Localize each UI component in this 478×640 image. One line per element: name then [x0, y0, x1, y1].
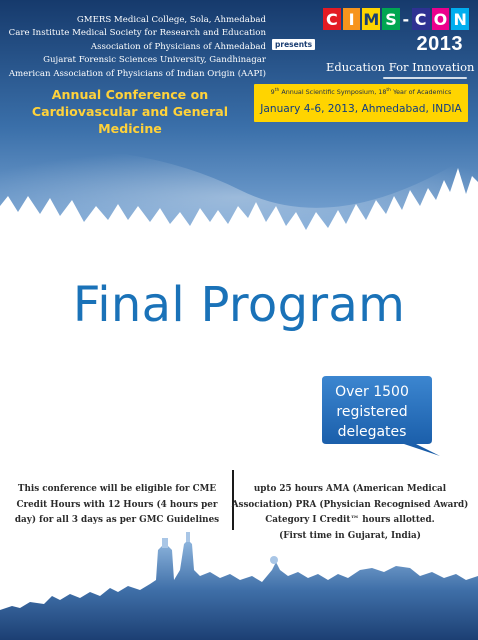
- symposium-text: Year of Academics: [391, 88, 452, 97]
- ordinal-suffix: th: [274, 88, 280, 93]
- symposium-line: [254, 88, 468, 96]
- logo-dash: -: [402, 9, 410, 29]
- logo-letters: [323, 8, 469, 30]
- ordinal-suffix: th: [386, 88, 392, 93]
- conference-title-line: Annual Conference on: [51, 87, 209, 102]
- organizers-list: [9, 14, 266, 81]
- logo-letter: C: [323, 8, 341, 30]
- conference-title: [10, 86, 250, 137]
- organizer-line: Gujarat Forensic Sciences University, Gandhinagar: [43, 55, 266, 66]
- page-title: Final Program: [72, 277, 406, 333]
- logo-letter: O: [432, 8, 450, 30]
- ama-line: Category I Credit™ hours allotted.: [265, 515, 435, 526]
- organizer-line: American Association of Physicians of Indian Origin (AAPI): [8, 68, 266, 79]
- logo-letter: M: [363, 9, 380, 29]
- symposium-text: 9: [270, 88, 275, 97]
- delegates-line: delegates: [337, 424, 407, 440]
- logo-year: 2013: [416, 33, 463, 55]
- cme-line: day) for all 3 days as per GMC Guidelines: [14, 515, 220, 526]
- event-date: January 4-6, 2013, Ahmedabad, INDIA: [260, 103, 462, 115]
- ama-line: upto 25 hours AMA (American Medical: [253, 484, 447, 494]
- city-skyline: [0, 510, 478, 640]
- event-info-box: [254, 84, 468, 122]
- logo-letter: N: [451, 8, 469, 30]
- conference-title-line: Cardiovascular and General Medicine: [31, 104, 229, 136]
- cims-con-logo: [323, 8, 475, 80]
- presents-badge: presents: [272, 39, 315, 50]
- logo-tagline: Education For Innovation: [326, 60, 475, 74]
- delegates-callout: [311, 376, 461, 448]
- tagline-swoosh: [383, 77, 467, 79]
- logo-letter: C: [412, 8, 430, 30]
- symposium-text: Annual Scientific Symposium, 18: [279, 88, 387, 97]
- organizer-line: Association of Physicians of Ahmedabad: [90, 41, 266, 52]
- organizer-line: Care Institute Medical Society for Research and Education: [8, 28, 266, 39]
- delegates-line: Over 1500: [335, 384, 409, 400]
- cme-line: Credit Hours with 12 Hours (4 hours per: [16, 499, 218, 510]
- logo-letter: I: [343, 8, 361, 30]
- organizer-line: GMERS Medical College, Sola, Ahmedabad: [76, 15, 266, 25]
- delegates-text: [311, 382, 433, 442]
- ama-line: (First time in Gujarat, India): [279, 531, 421, 542]
- cme-line: This conference will be eligible for CME: [17, 484, 217, 494]
- delegates-line: registered: [336, 404, 408, 420]
- logo-letter: S: [382, 8, 400, 30]
- ama-line: Association) PRA (Physician Recognised Award): [231, 499, 469, 510]
